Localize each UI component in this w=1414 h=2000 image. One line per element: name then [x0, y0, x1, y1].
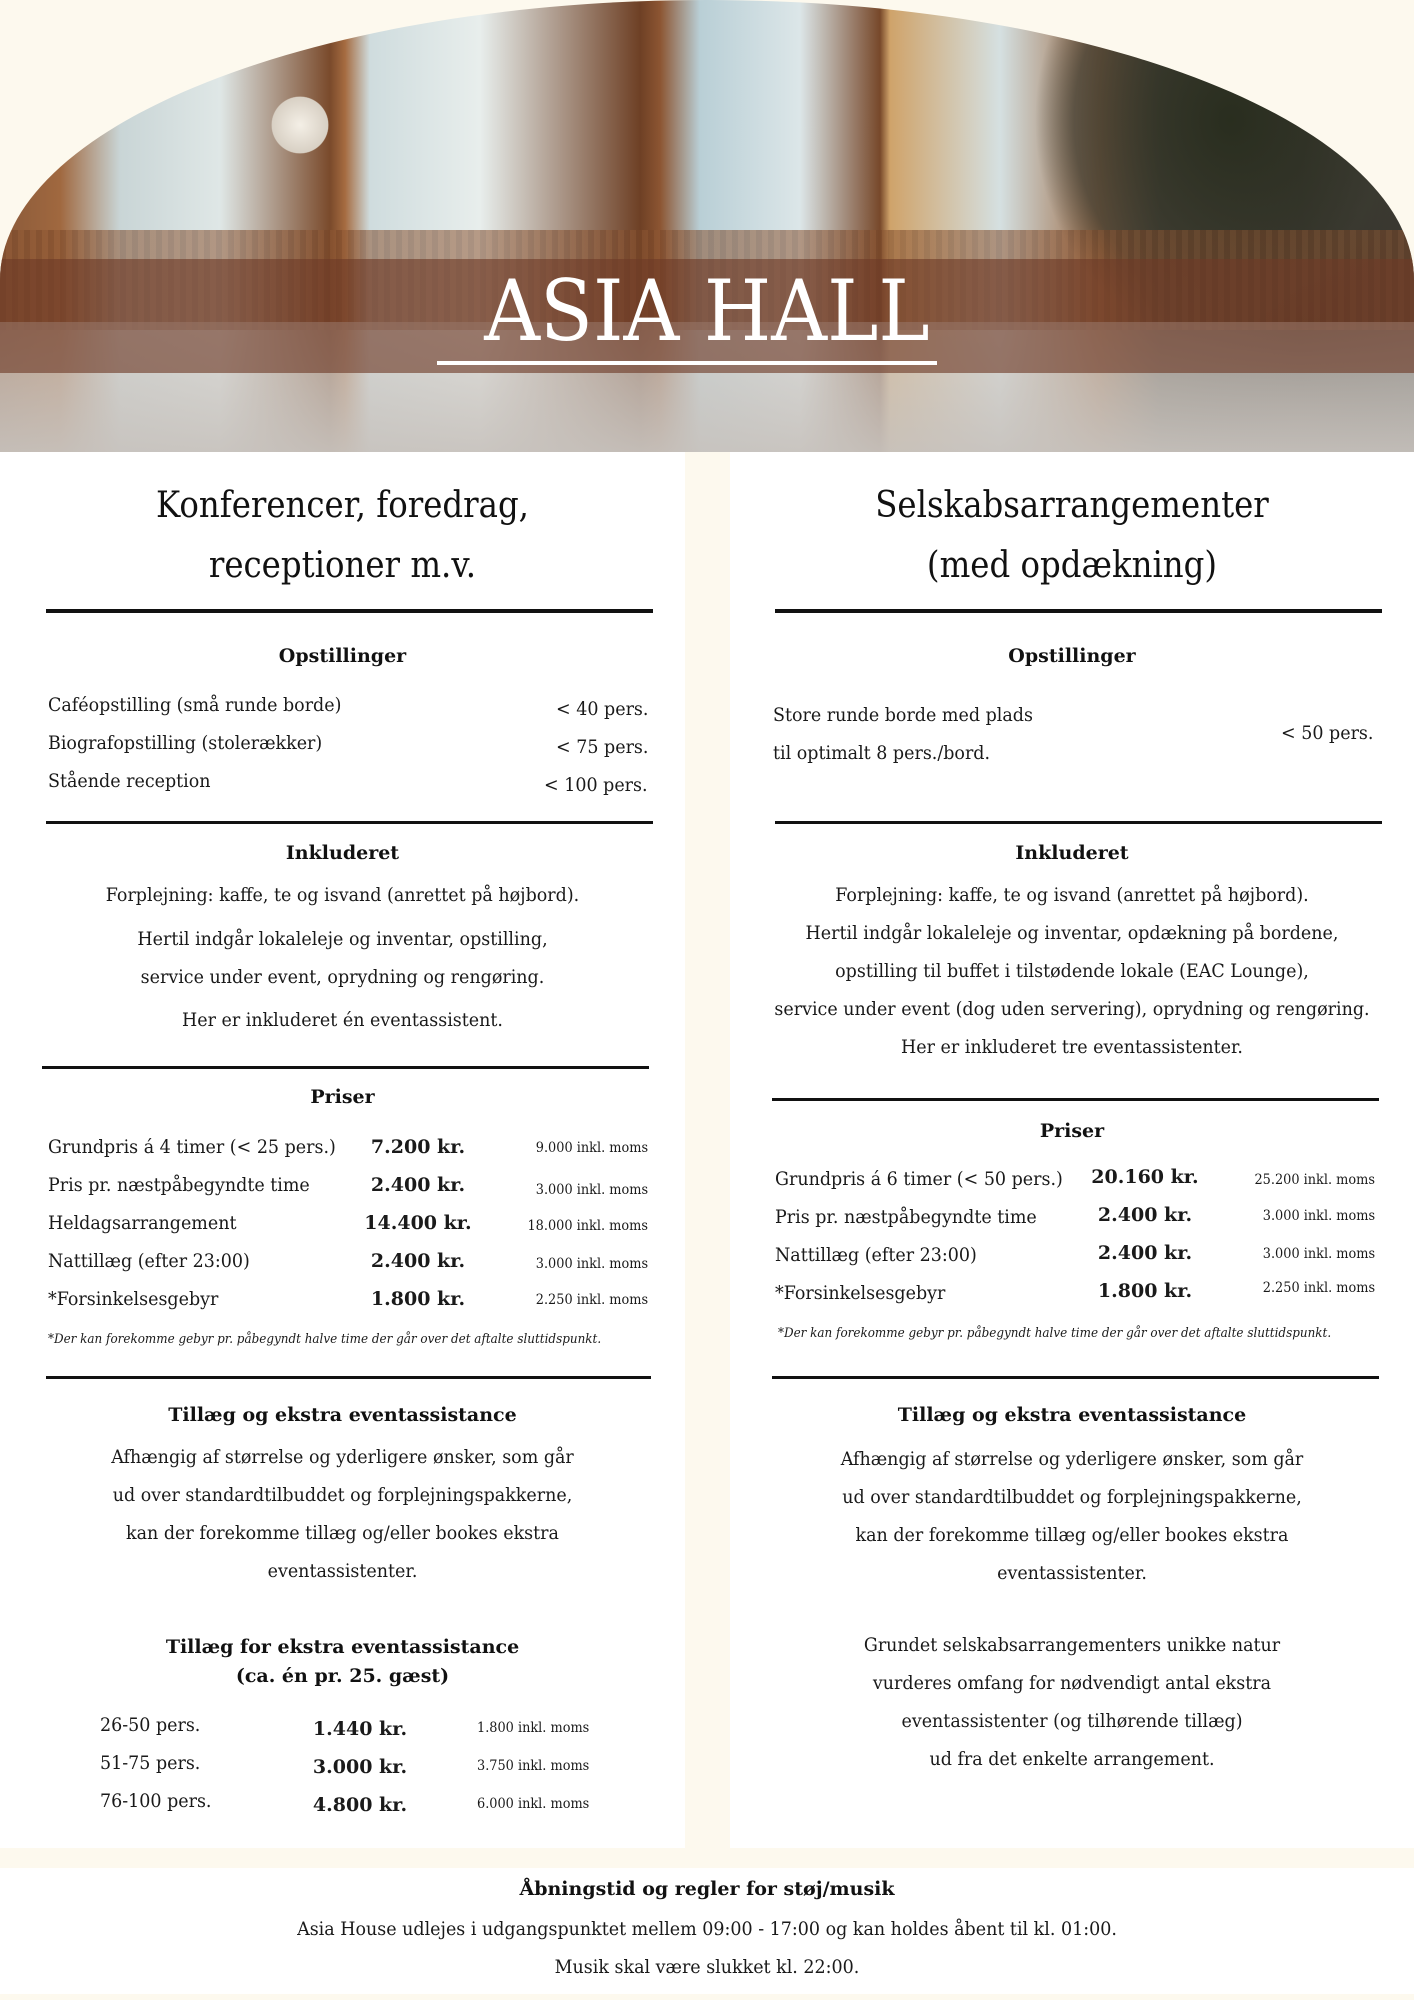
- addon-line: eventassistenter.: [267, 1560, 418, 1582]
- page-title: ASIA HALL: [484, 262, 930, 360]
- divider: [775, 821, 1382, 824]
- party-note-line: eventassistenter (og tilhørende tillæg): [901, 1710, 1243, 1732]
- divider: [46, 609, 653, 613]
- addon-line: kan der forekomme tillæg og/eller bookes ekstra: [855, 1524, 1289, 1546]
- addon-line: ud over standardtilbuddet og forplejningspakkerne,: [842, 1486, 1302, 1508]
- included-line: Her er inkluderet én eventassistent.: [181, 1009, 503, 1031]
- extra-assistance-heading: Tillæg for ekstra eventassistance: [165, 1636, 520, 1658]
- title-underline: [437, 361, 937, 365]
- included-line: Forplejning: kaffe, te og isvand (anrettet på højbord).: [835, 884, 1309, 906]
- addon-line: Afhængig af størrelse og yderligere ønsker, som går: [840, 1448, 1304, 1470]
- opening-hours-line: Asia House udlejes i udgangspunktet mellem 09:00 - 17:00 og kan holdes åbent til kl. 01:00.: [297, 1918, 1117, 1940]
- party-note-line: ud fra det enkelte arrangement.: [929, 1748, 1215, 1770]
- included-line: Hertil indgår lokaleleje og inventar, opdækning på bordene,: [805, 922, 1339, 944]
- opening-hours-heading: Åbningstid og regler for støj/musik: [519, 1878, 895, 1900]
- left-inkluderet-heading: Inkluderet: [285, 842, 400, 864]
- included-line: Hertil indgår lokaleleje og inventar, opstilling,: [137, 928, 548, 950]
- addon-line: ud over standardtilbuddet og forplejningspakkerne,: [112, 1484, 573, 1506]
- music-rule-line: Musik skal være slukket kl. 22:00.: [554, 1956, 860, 1978]
- extra-assistance-subheading: (ca. én pr. 25. gæst): [235, 1665, 450, 1687]
- included-line: Her er inkluderet tre eventassistenter.: [901, 1036, 1243, 1058]
- left-opstillinger-heading: Opstillinger: [278, 645, 407, 667]
- right-inkluderet-heading: Inkluderet: [1015, 842, 1129, 864]
- addon-line: kan der forekomme tillæg og/eller bookes ekstra: [126, 1522, 559, 1544]
- right-opstillinger-heading: Opstillinger: [1008, 645, 1136, 667]
- included-line: opstilling til buffet i tilstødende lokale (EAC Lounge),: [835, 960, 1309, 982]
- party-note-line: vurderes omfang for nødvendigt antal ekstra: [872, 1672, 1272, 1694]
- right-title-line1: Selskabsarrangementer: [875, 485, 1269, 526]
- left-title-line2: receptioner m.v.: [208, 545, 477, 586]
- left-priser-heading: Priser: [310, 1086, 375, 1108]
- party-note-line: Grundet selskabsarrangementers unikke natur: [863, 1634, 1281, 1656]
- addon-line: eventassistenter.: [997, 1562, 1147, 1584]
- included-line: service under event, oprydning og rengøring.: [140, 966, 545, 988]
- divider: [772, 1098, 1379, 1101]
- right-tillaeg-heading: Tillæg og ekstra eventassistance: [897, 1404, 1247, 1426]
- right-title-line2: (med opdækning): [926, 545, 1218, 586]
- opening-hours-section: [0, 1868, 1414, 1994]
- price-footnote: *Der kan forekomme gebyr pr. påbegyndt halve time der går over det aftalte sluttidspunkt.: [48, 1332, 602, 1347]
- left-column-conferences: Konferencer, foredrag, receptioner m.v. Opstillinger Caféopstilling (små runde borde) < 40 pers. Biografopstilling (stolerækker) < 75 pers. Stående reception < 100 pers. Inkluderet Forplejning: kaffe, te og isvand (anrettet på højbord). Hertil indgår lokaleleje og inventar, opstilling, service under event, oprydning og rengøring. Her er inkluderet én eventassistent. Priser Grundpris á 4 timer (< 25 pers.) 7.200 kr. 9.000 inkl. moms Pris pr. næstpåbegyndte time 2.400 kr. 3.000 inkl. moms Heldagsarrangement 14.400 kr. 18.000 inkl. moms Nattillæg (efter 23:00) 2.400 kr. 3.000 inkl. moms *Forsinkelsesgebyr 1.800 kr. 2.250 inkl. moms *Der kan forekomme gebyr pr. påbegyndt halve time der går over det aftalte sluttidspunkt. Tillæg og ekstra eventassistance Afhængig af størrelse og yderligere ønsker, som går ud over standardtilbuddet og forplejningspakkerne, kan der forekomme tillæg og/eller bookes ekstra eventassistenter. Tillæg for ekstra eventassistance (ca. én pr. 25. gæst) 26-50 pers. 1.440 kr. 1.800 inkl. moms 51-75 pers. 3.000 kr. 3.750 inkl. moms 76-100 pers. 4.800 kr. 6.000 inkl. moms: [0, 452, 685, 1848]
- right-column-parties: Selskabsarrangementer (med opdækning) Opstillinger Store runde borde med plads < 50 pers. til optimalt 8 pers./bord. Inkluderet Forplejning: kaffe, te og isvand (anrettet på højbord). Hertil indgår lokaleleje og inventar, opdækning på bordene, opstilling til buffet i tilstødende lokale (EAC Lounge), service under event (dog uden servering), oprydning og rengøring. Her er inkluderet tre eventassistenter. Priser Grundpris á 6 timer (< 50 pers.) 20.160 kr. 25.200 inkl. moms Pris pr. næstpåbegyndte time 2.400 kr. 3.000 inkl. moms Nattillæg (efter 23:00) 2.400 kr. 3.000 inkl. moms *Forsinkelsesgebyr 1.800 kr. 2.250 inkl. moms *Der kan forekomme gebyr pr. påbegyndt halve time der går over det aftalte sluttidspunkt. Tillæg og ekstra eventassistance Afhængig af størrelse og yderligere ønsker, som går ud over standardtilbuddet og forplejningspakkerne, kan der forekomme tillæg og/eller bookes ekstra eventassistenter. Grundet selskabsarrangementers unikke natur vurderes omfang for nødvendigt antal ekstra eventassistenter (og tilhørende tillæg) ud fra det enkelte arrangement.: [730, 452, 1414, 1848]
- left-title-line1: Konferencer, foredrag,: [155, 485, 529, 526]
- divider: [772, 1376, 1379, 1379]
- included-line: Forplejning: kaffe, te og isvand (anrettet på højbord).: [105, 884, 580, 906]
- divider: [42, 1066, 649, 1069]
- price-footnote: *Der kan forekomme gebyr pr. påbegyndt halve time der går over det aftalte sluttidspunkt.: [778, 1326, 1332, 1341]
- addon-line: Afhængig af størrelse og yderligere ønsker, som går: [111, 1446, 574, 1468]
- included-line: service under event (dog uden servering), oprydning og rengøring.: [774, 998, 1370, 1020]
- divider: [775, 609, 1382, 613]
- divider: [46, 1376, 651, 1379]
- divider: [46, 821, 653, 824]
- right-priser-heading: Priser: [1039, 1120, 1105, 1142]
- hero-image: [0, 0, 1414, 452]
- left-tillaeg-heading: Tillæg og ekstra eventassistance: [168, 1404, 517, 1426]
